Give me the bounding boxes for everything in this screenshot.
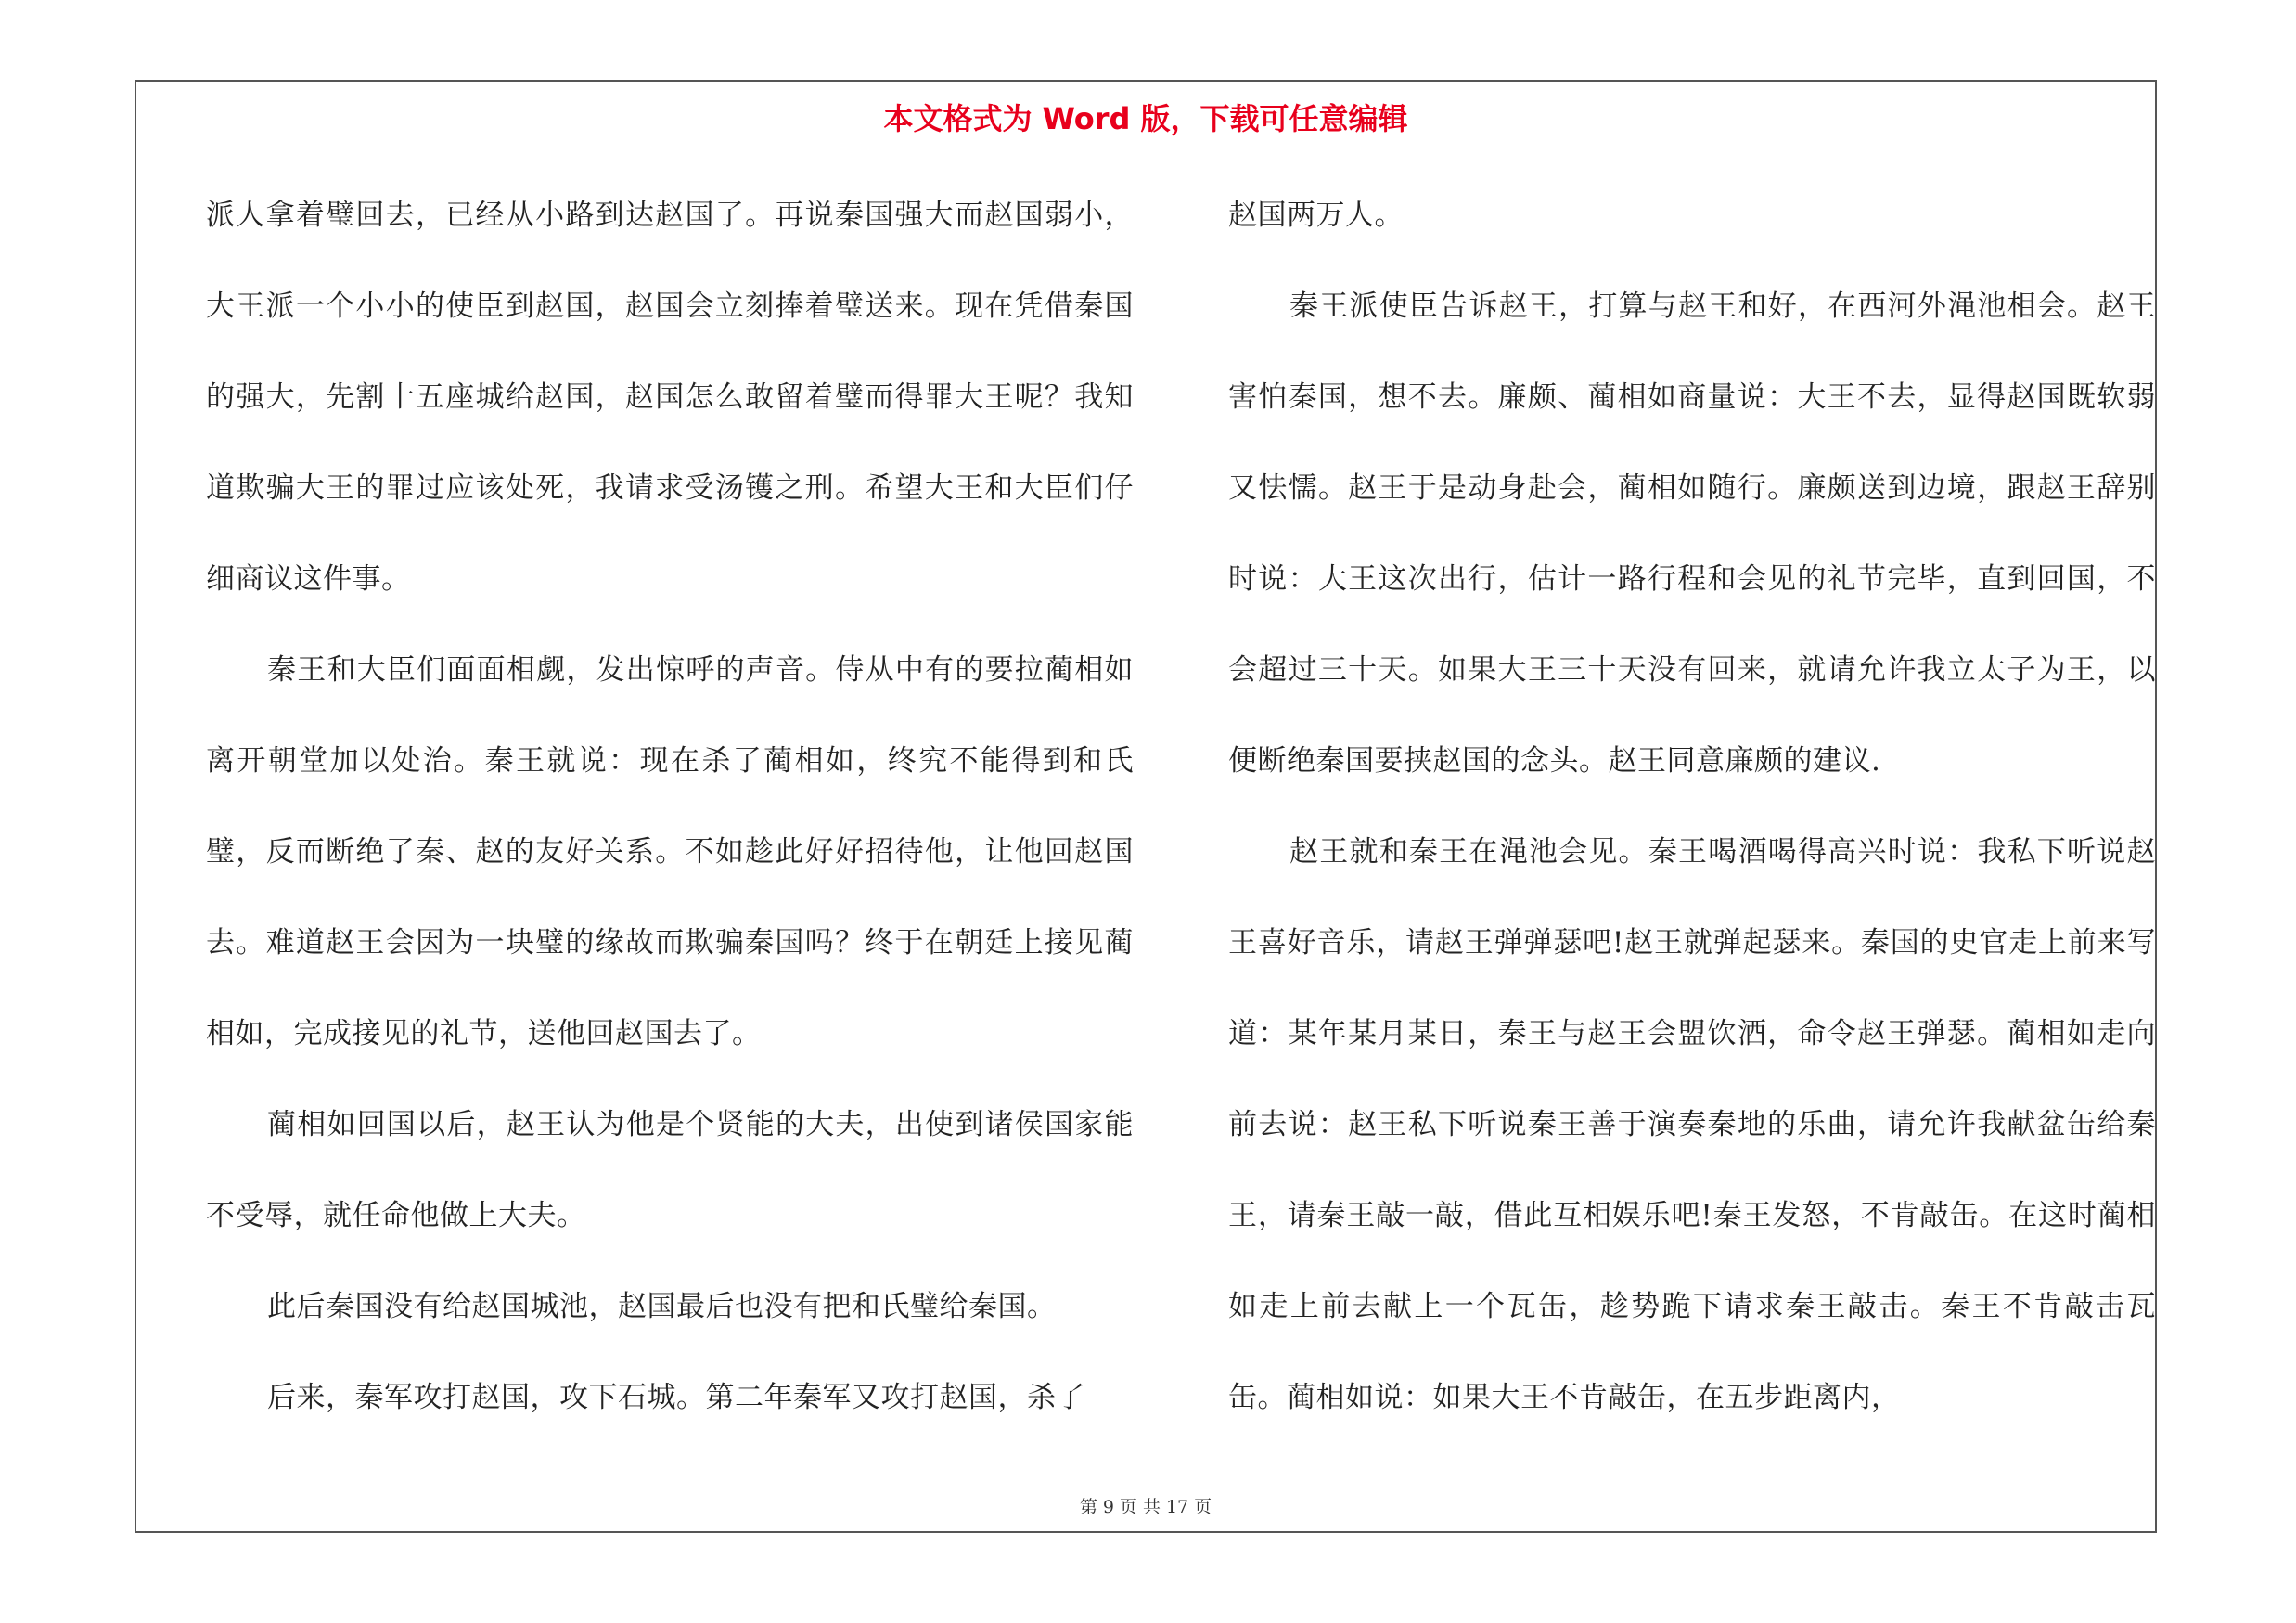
left-paragraph-2: 秦王和大臣们面面相觑，发出惊呼的声音。侍从中有的要拉蔺相如离开朝堂加以处治。秦王就说：现在杀了蔺相如，终究不能得到和氏璧，反而断绝了秦、赵的友好关系。不如趁此好好招待他，让他回赵国去。难道赵王会因为一块璧的缘故而欺骗秦国吗？终于在朝廷上接见蔺相如，完成接见的礼节，送他回赵国去了。 — [206, 653, 1134, 1050]
header-banner: 本文格式为 Word 版，下载可任意编辑 — [883, 101, 1408, 136]
left-paragraph-1: 派人拿着璧回去，已经从小路到达赵国了。再说秦国强大而赵国弱小，大王派一个小小的使臣到赵国，赵国会立刻捧着璧送来。现在凭借秦国的强大，先割十五座城给赵国，赵国怎么敢留着璧而得罪大王呢？我知道欺骗大王的罪过应该处死，我请求受汤镬之刑。希望大王和大臣们仔细商议这件事。 — [206, 199, 1134, 596]
footer-prefix: 第 — [1079, 1497, 1097, 1517]
page-frame — [135, 80, 2157, 1533]
left-column — [206, 170, 1134, 1443]
right-paragraph-2: 秦王派使臣告诉赵王，打算与赵王和好，在西河外渑池相会。赵王害怕秦国，想不去。廉颇、蔺相如商量说：大王不去，显得赵国既软弱又怯懦。赵王于是动身赴会，蔺相如随行。廉颇送到边境，跟赵王辞别时说：大王这次出行，估计一路行程和会见的礼节完毕，直到回国，不会超过三十天。如果大王三十天没有回来，就请允许我立太子为王，以便断绝秦国要挟赵国的念头。赵王同意廉颇的建议. — [1228, 290, 2156, 778]
page-number-footer — [136, 1493, 2155, 1518]
footer-mid: 页 共 — [1119, 1497, 1161, 1517]
left-paragraph-5: 后来，秦军攻打赵国，攻下石城。第二年秦军又攻打赵国，杀了 — [267, 1381, 1085, 1414]
footer-total-pages: 17 — [1165, 1497, 1189, 1517]
left-paragraph-4: 此后秦国没有给赵国城池，赵国最后也没有把和氏璧给秦国。 — [267, 1290, 1057, 1323]
left-paragraph-3: 蔺相如回国以后，赵王认为他是个贤能的大夫，出使到诸侯国家能不受辱，就任命他做上大夫。 — [206, 1108, 1134, 1232]
footer-suffix: 页 — [1194, 1497, 1212, 1517]
right-column — [1228, 170, 2156, 1443]
footer-current-page: 9 — [1102, 1497, 1114, 1517]
right-paragraph-3: 赵王就和秦王在渑池会见。秦王喝酒喝得高兴时说：我私下听说赵王喜好音乐，请赵王弹弹瑟吧!赵王就弹起瑟来。秦国的史官走上前来写道：某年某月某日，秦王与赵王会盟饮酒，命令赵王弹瑟。蔺相如走向前去说：赵王私下听说秦王善于演奏秦地的乐曲，请允许我献盆缶给秦王，请秦王敲一敲，借此互相娱乐吧!秦王发怒，不肯敲缶。在这时蔺相如走上前去献上一个瓦缶，趁势跪下请求秦王敲击。秦王不肯敲击瓦缶。蔺相如说：如果大王不肯敲缶，在五步距离内， — [1228, 835, 2156, 1414]
right-paragraph-1: 赵国两万人。 — [1228, 199, 1404, 232]
